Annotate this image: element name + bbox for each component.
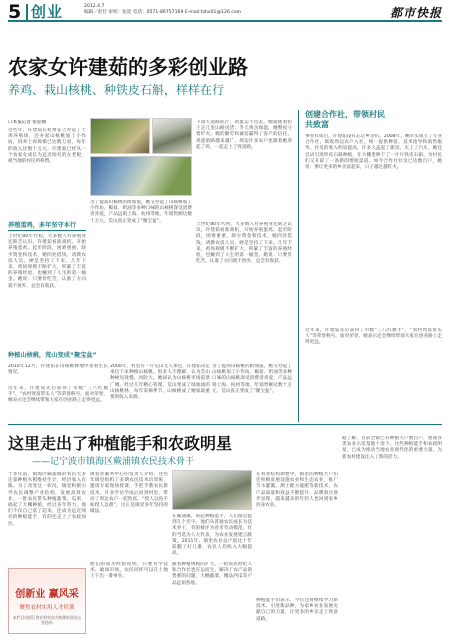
article-column: 他们的成功经验说明，只要肯学技术、敢闯市场，农民同样可以在土地上干出一番事业。 — [90, 562, 168, 580]
article-column: 在蕨浦镇，说起种植能手，人们都会提到几个名字。他们从普通农民成长为技术骨干，有的被评为省市劳动模范，有的当选为人大代表，为农业发展建言献策。2011年，镇里农业总产值比十年前翻了好几番，农民人均收入大幅提高。 — [172, 514, 252, 557]
article-column: 随着种植规模的扩大，一批农民经纪人和合作社也应运而生，解决了农产品销售难的问题，大棚蔬菜、精品西瓜等产品远销各地。 — [172, 562, 252, 586]
section-1-text: 上世纪80年代初，大多数人对养殖业还缺乏认识。许建茹看准商机，开始养殖蛋鸡。起步阶段，困难重重，缺少资金和技术，她四处借钱，请教农技人员，硬是坚持了下来。几年下来，鸡场规模不断扩大，积累了丰富的养殖经验，也赚到了人生的第一桶金。她说：只要肯吃苦，认准了方向就不放弃，总会有收获。 — [8, 234, 86, 289]
article-column: 十多年前，镇海区蕨浦镇的农民大多还靠种植水稻维持生计，经济收入有限。为了改变这一状况，镇里积极引导农民调整产业结构，发展高效农业。一批农民带头种植蔬菜、瓜果，搞起了大棚种植，经过多年努力，他们不仅自己富了起来，还成为远近闻名的种植能手，有的还走上了农政岗位。 — [8, 472, 86, 527]
sidebar-text-cont: 近年来，许建茹先后获得了市级“三八红旗手”、“农村致富带头人”等荣誉称号。面对荣誉，她表示还会继续带领大家在创业路上走得更远。 — [305, 328, 442, 346]
page-number: 5 — [8, 1, 22, 23]
masthead — [8, 2, 442, 22]
section-2-text: 2000年，村里有一片荒山无人承包，许建茹决定承包下来种植山核桃。很多人不理解，认为荒山种树见效慢、风险大。她却认为山核桃市场前景广阔。经过几年精心管理，荒山变成了绿油油的山核桃林，每年采摘季节，山核桃成了她家最重要的收入来源。 — [110, 364, 210, 401]
article-column: 镇农业服务中心的负责人介绍，这些年镇里组织了多期农民技术培训班，邀请专家现场授课，手把手教农民新技术。许多学员学成后回到村里，带动了周边农户一起致富。“授人以鱼不如授人以渔”，这正是镇里多年坚持的做法。 — [90, 472, 168, 515]
byline: 口本报记者 张迎丽 — [8, 120, 47, 125]
section-divider — [8, 424, 442, 425]
section-2-text-cont: 为了提高山核桃的附加值，她又办起了山核桃加工小作坊，椒盐、奶油等多种口味的山核桃深受消费者喜爱，产品远销上海、杭州等地，年销售额达数十万元，荒山真正变成了“聚宝盆”。 — [212, 364, 292, 394]
article-column: 在农业结构调整中，镇里的种植大户们还积极发展设施农业和生态农业，推广节水灌溉、测土配方施肥等新技术，农产品质量和效益不断提升，品牌效应逐步显现，越来越多的年轻人也回到家乡投身农业。 — [256, 472, 338, 509]
field-photo — [172, 470, 252, 510]
sidebar — [298, 110, 442, 422]
section-heading-1: 养殖蛋鸡，多年坚守本行 — [8, 222, 86, 231]
farm-photo-1 — [90, 118, 150, 154]
photo-caption: 2010年12月，许建茹在山核桃林地中查看生长情况。 — [8, 364, 108, 376]
article-column: 种植能手们表示，今后还将继续学习新技术、引进新品种，为家乡农业发展贡献自己的力量，让更多的乡亲走上致富道路。 — [256, 598, 338, 622]
banner — [8, 568, 86, 634]
banner-title: 创新业 赢风采 — [15, 589, 79, 600]
main-title: 农家女许建茹的多彩创业路 — [8, 55, 248, 79]
banner-note: 本栏目由浙江省农村劳动力转移培训办公室协办 — [12, 615, 82, 625]
farm-photo-2 — [152, 118, 192, 154]
newspaper-logo: 都市快报 — [389, 6, 442, 20]
section-2-tail: 近年来，许建茹先后获得了市级“三八红旗手”、“农村致富带头人”等荣誉称号。面对荣誉，她表示还会继续带领大家在创业路上走得更远。 — [8, 386, 108, 404]
farm-photo-3 — [90, 156, 192, 196]
column-text: 下雨天道路泥泞，鸡蛋运不出去，她就挑着担子走几里山路送货；冬天鸡舍保温，她整夜守着炉火。她的勤劳和诚信赢得了客户的信任，鸡蛋销路越来越广，周边许多农户也跟着她养起了鸡，一起走上了致富路。 — [196, 120, 292, 150]
article-column: 据了解，目前全镇已有种植大户数百户，建成各类农业示范基地十余个。这些种植能手和农政明星，已成为推动当地农业现代化的重要力量，为新农村建设注入了新的活力。 — [342, 436, 442, 460]
intro-text: 这些年，许建茹在杭州安吉办起了土鸡养殖场，还办起山核桃加工小作坊，饲养土鸡规模已达数万羽，每年的收入达数十万元。许建茹已经从一个农家女成长为远近闻名的女老板，被当地的村民所称赞。 — [8, 128, 86, 165]
main-subtitle: 养鸡、栽山核桃、种铁皮石斛，样样在行 — [8, 83, 225, 97]
second-title: 这里走出了种植能手和农政明星 — [8, 434, 233, 453]
second-subtitle: ——记宁波市镇海区蕨浦镇农民技术骨干 — [32, 457, 195, 467]
divider — [26, 4, 28, 20]
sidebar-heading: 创建合作社，带领村民共致富 — [305, 110, 385, 129]
column-text: 上世纪80年代初，大多数人对养殖业还缺乏认识。许建茹看准商机，开始养殖蛋鸡。起步阶段，困难重重，缺少资金和技术，她四处借钱，请教农技人员，硬是坚持了下来。几年下来，鸡场规模不断扩大，积累了丰富的养殖经验，也赚到了人生的第一桶金。她说：只要肯吃苦，认准了方向就不放弃，总会有收获。 — [196, 222, 292, 265]
section-name: 创业 — [31, 3, 64, 21]
sidebar-text: 事业有成后，许建茹没有忘记乡亲们。2008年，她牵头成立了专业合作社，吸收周边农户入社，统一提供种苗、技术指导和销售服务。社员的收入明显提高，许多人盖起了新房、买上了汽车。她还尝试引进铁皮石斛种植，在大棚里种下了一片片铁皮石斛，为村民们又开辟了一条新的增收渠道。如今合作社社员已达数百户，她说：要让更多的乡亲富起来，日子越过越红火。 — [305, 134, 442, 171]
section-heading-2: 种植山核桃，荒山变成“聚宝盆” — [8, 352, 97, 359]
banner-subtitle: 聚焦农村实用人才培训 — [19, 605, 75, 611]
column-text: 为了提高山核桃的附加值，她又办起了山核桃加工小作坊，椒盐、奶油等多种口味的山核桃深受消费者喜爱，产品远销上海、杭州等地，年销售额达数十万元，荒山真正变成了“聚宝盆”。 — [90, 200, 192, 224]
masthead-meta: 2012.4.7 编辑／赵仕 审校：张迎 电话：0571-86757169 E-mail:tzhx01@126.com — [84, 4, 242, 16]
